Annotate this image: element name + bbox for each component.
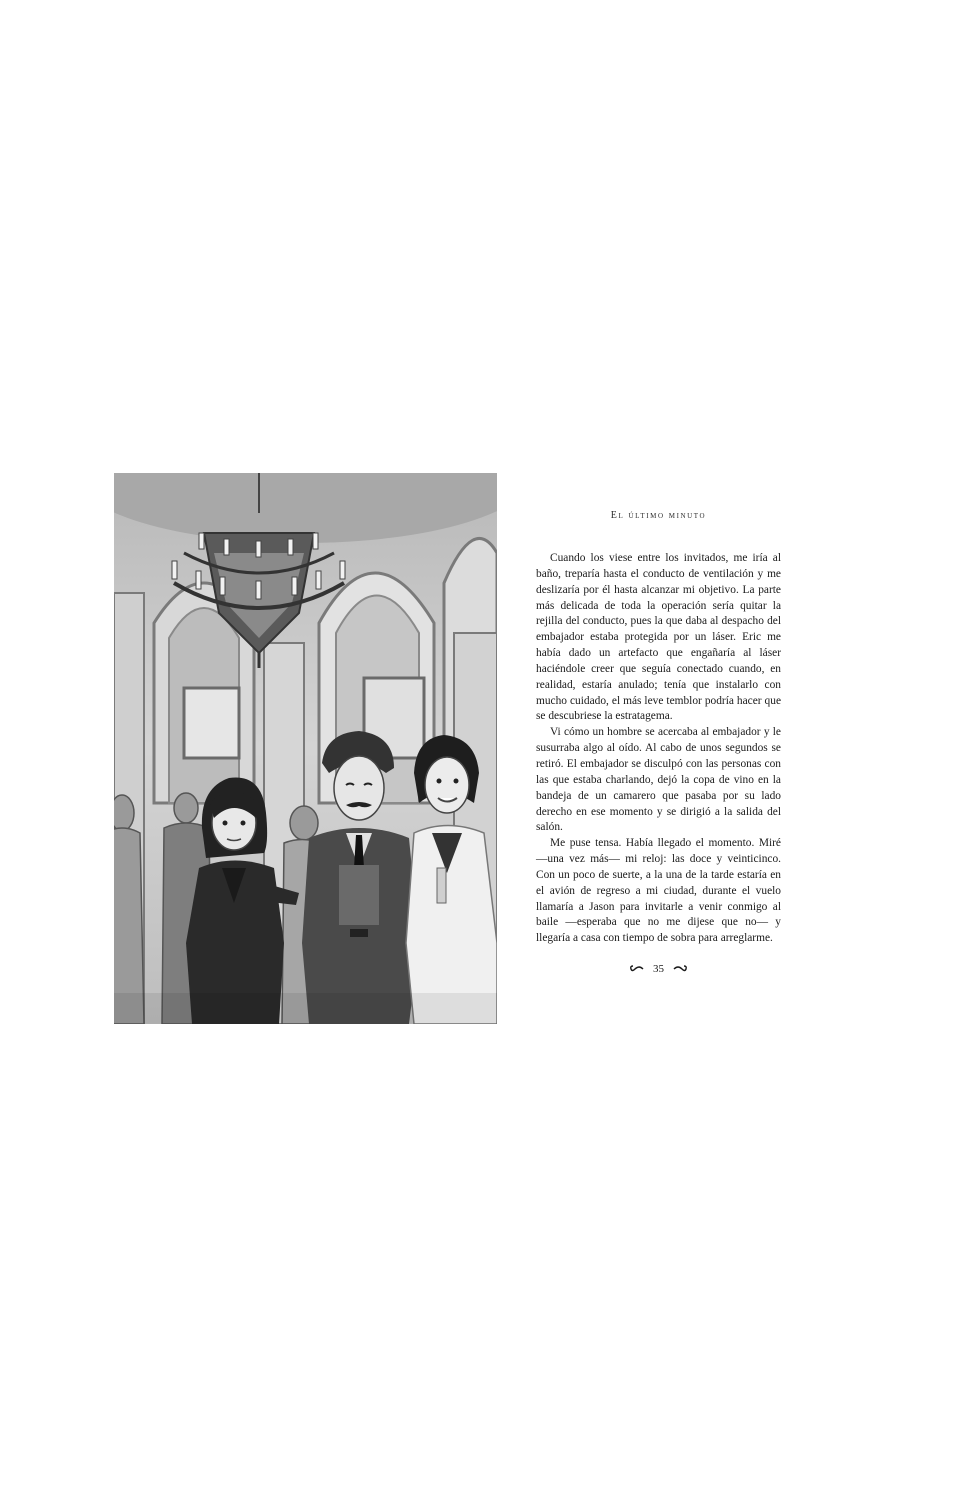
page-folio (536, 963, 781, 975)
illustration-ballroom-scene (114, 473, 497, 1024)
ballroom-illustration-icon (114, 473, 497, 1024)
ornament-right-icon (672, 963, 688, 975)
paragraph-3: Me puse tensa. Había llegado el momento. Miré —una vez más— mi reloj: las doce y veinticinco. Con un poco de suerte, a la una de la tarde estaría en el avión de regreso a mi ciudad, durante el vuelo llamaría a Jason para invitarle a venir conmigo al baile —esperaba que no me dijese que no— y llegaría a casa con tiempo de sobra para arreglarme. (536, 837, 781, 945)
running-head: El último minuto (610, 510, 707, 521)
paragraph-2: Vi cómo un hombre se acercaba al embajador y le susurraba algo al oído. Al cabo de unos segundos se retiró. El embajador se disculpó con las personas con las que estaba charlando, dejó la copa de vino en la bandeja de un camarero que pasaba por su lado derecho en ese momento y se dirigió a la salida del salón. (536, 726, 781, 834)
ornament-left-icon (629, 963, 645, 975)
paragraph-1: Cuando los viese entre los invitados, me iría al baño, treparía hasta el conducto de ventilación y me deslizaría por él hasta alcanzar mi objetivo. La parte más delicada de toda la operación sería quitar la rejilla del conducto, pues la que daba al despacho del embajador estaba protegida por un láser. Eric me había dado un artefacto que engañaría al láser haciéndole creer que seguía conectado cuando, en realidad, estaría anulado; tenía que instalarlo con mucho cuidado, el más leve temblor podría hacer que se descubriese la estratagema. (536, 552, 781, 723)
body-text (536, 551, 781, 947)
text-page (536, 510, 781, 975)
page-number: 35 (653, 963, 664, 976)
